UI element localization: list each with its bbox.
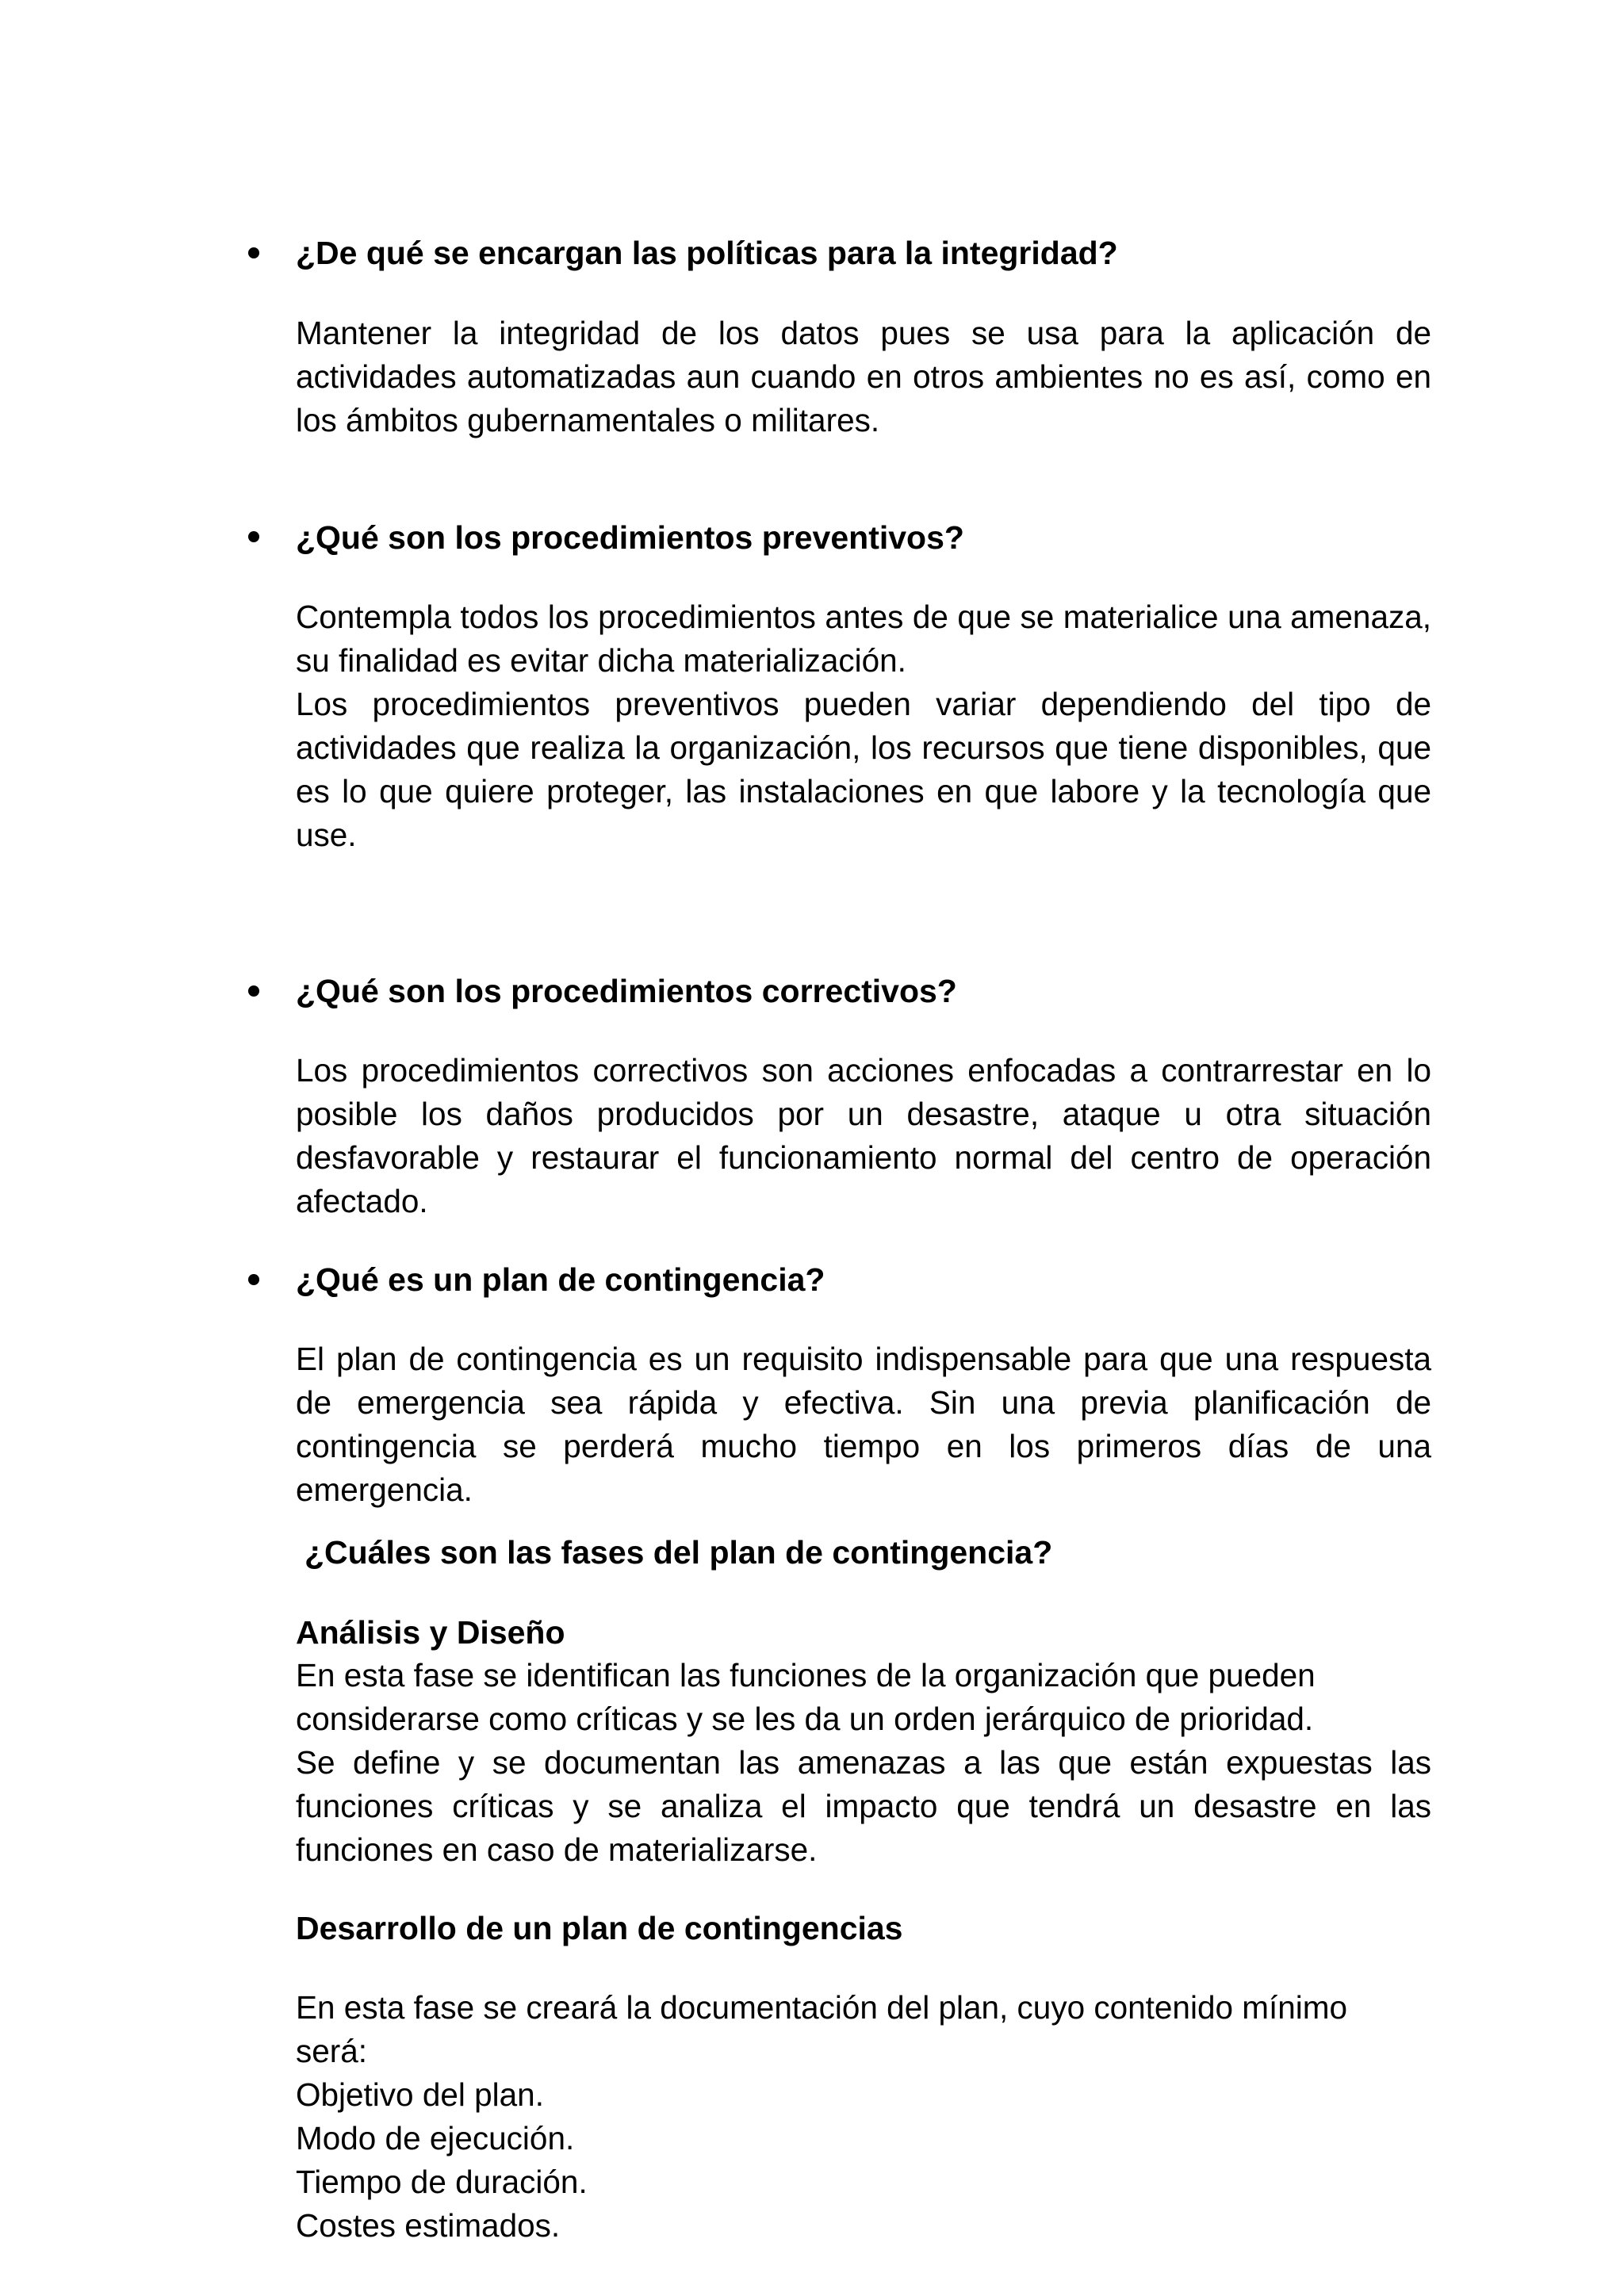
bullet-icon <box>248 985 259 997</box>
text-line: actividades automatizadas aun cuando en otros ambientes no es así, como en <box>296 358 1431 395</box>
analysis-paragraph <box>296 1654 1431 1872</box>
text-line: Mantener la integridad de los datos pues se usa para la aplicación de <box>296 315 1431 351</box>
text-line: En esta fase se identifican las funciones de la organización que pueden <box>296 1657 1316 1693</box>
text-line: Los procedimientos preventivos pueden variar dependiendo del tipo de <box>296 686 1431 722</box>
text-line: de emergencia sea rápida y efectiva. Sin una previa planificación de <box>296 1384 1431 1421</box>
question-heading: ¿Qué son los procedimientos correctivos? <box>296 973 957 1009</box>
bullet-icon <box>248 1274 259 1285</box>
text-line: posible los daños producidos por un desastre, ataque u otra situación <box>296 1096 1431 1132</box>
text-line: Modo de ejecución. <box>296 2120 575 2156</box>
text-line: será: <box>296 2033 368 2069</box>
answer-paragraph <box>296 1049 1431 1223</box>
text-line: Contempla todos los procedimientos antes de que se materialice una amenaza, <box>296 599 1431 635</box>
development-paragraph <box>296 1986 1431 2248</box>
answer-paragraph <box>296 312 1431 442</box>
analysis-heading: Análisis y Diseño <box>296 1614 565 1651</box>
text-line: Se define y se documentan las amenazas a las que están expuestas las <box>296 1744 1431 1781</box>
text-line: Tiempo de duración. <box>296 2164 588 2200</box>
text-line: los ámbitos gubernamentales o militares. <box>296 402 880 438</box>
text-line: afectado. <box>296 1183 428 1219</box>
bullet-icon <box>248 247 259 258</box>
text-line: use. <box>296 817 357 853</box>
question-heading: ¿Qué son los procedimientos preventivos? <box>296 519 964 556</box>
text-line: considerarse como críticas y se les da un orden jerárquico de prioridad. <box>296 1701 1314 1737</box>
text-line: contingencia se perderá mucho tiempo en los primeros días de una <box>296 1428 1431 1464</box>
text-line: Los procedimientos correctivos son acciones enfocadas a contrarrestar en lo <box>296 1052 1431 1089</box>
text-line: El plan de contingencia es un requisito indispensable para que una respuesta <box>296 1341 1431 1377</box>
question-heading: ¿Qué es un plan de contingencia? <box>296 1261 825 1298</box>
bullet-icon <box>248 531 259 542</box>
answer-paragraph <box>296 1337 1431 1512</box>
text-line: funciones en caso de materializarse. <box>296 1831 818 1868</box>
text-line: Costes estimados. <box>296 2207 561 2244</box>
phases-question-heading: ¿Cuáles son las fases del plan de contingencia? <box>304 1534 1053 1571</box>
text-line: funciones críticas y se analiza el impacto que tendrá un desastre en las <box>296 1788 1431 1824</box>
text-line: es lo que quiere proteger, las instalaciones en que labore y la tecnología que <box>296 773 1431 809</box>
answer-paragraph <box>296 595 1431 857</box>
text-line: su finalidad es evitar dicha materialización. <box>296 642 906 679</box>
text-line: desfavorable y restaurar el funcionamiento normal del centro de operación <box>296 1139 1431 1176</box>
text-line: Objetivo del plan. <box>296 2076 544 2113</box>
text-line: En esta fase se creará la documentación del plan, cuyo contenido mínimo <box>296 1989 1348 2026</box>
text-line: actividades que realiza la organización, los recursos que tiene disponibles, que <box>296 729 1431 766</box>
text-line: emergencia. <box>296 1471 473 1508</box>
development-heading: Desarrollo de un plan de contingencias <box>296 1910 903 1946</box>
question-heading: ¿De qué se encargan las políticas para la integridad? <box>296 235 1118 271</box>
